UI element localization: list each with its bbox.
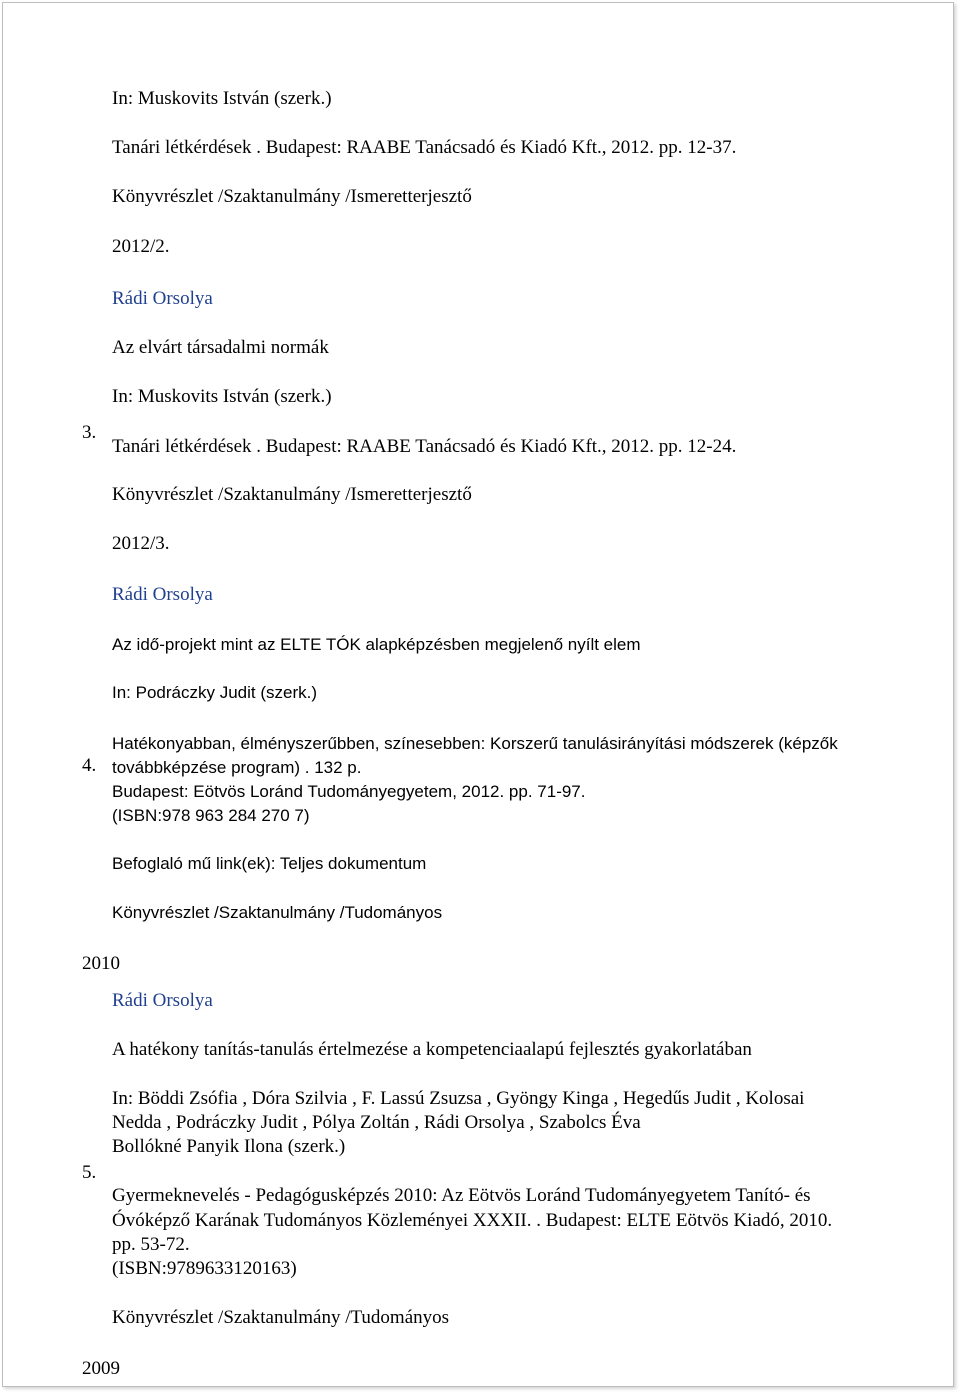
entry5-author-link[interactable]: Rádi Orsolya <box>112 990 213 1011</box>
entry3-title: Az elvárt társadalmi normák <box>112 337 329 358</box>
entry5-category: Könyvrészlet /Szaktanulmány /Tudományos <box>112 1307 450 1328</box>
entry3-source-in: In: Muskovits István (szerk.) <box>112 386 332 407</box>
entry4-category: Könyvrészlet /Szaktanulmány /Tudományos <box>112 903 443 922</box>
entry4-author-link[interactable]: Rádi Orsolya <box>112 584 213 605</box>
entry5-source-line-4: (ISBN:9789633120163) <box>112 1258 297 1279</box>
entry2-source-title: Tanári létkérdések . Budapest: RAABE Tanácsadó és Kiadó Kft., 2012. pp. 12-37. <box>112 137 737 158</box>
entry2-source-in: In: Muskovits István (szerk.) <box>112 88 332 109</box>
entry4-container-link[interactable]: Befoglaló mű link(ek): Teljes dokumentum <box>112 854 427 873</box>
entry4-id: 2012/3. <box>112 533 170 554</box>
entry5-title: A hatékony tanítás-tanulás értelmezése a kompetenciaalapú fejlesztés gyakorlatában <box>112 1039 752 1060</box>
entry4-number: 4. <box>82 755 97 776</box>
entry4-source-line-4: (ISBN:978 963 284 270 7) <box>112 806 310 825</box>
entry5-source-line-1: Gyermeknevelés - Pedagógusképzés 2010: Az Eötvös Loránd Tudományegyetem Tanító- és <box>112 1185 811 1206</box>
entry2-category: Könyvrészlet /Szaktanulmány /Ismeretterjesztő <box>112 186 472 207</box>
entry3-source-title: Tanári létkérdések . Budapest: RAABE Tanácsadó és Kiadó Kft., 2012. pp. 12-24. <box>112 436 737 457</box>
entry5-editors-line-2: Nedda , Podráczky Judit , Pólya Zoltán , Rádi Orsolya , Szabolcs Éva <box>112 1112 641 1133</box>
entry3-author-link[interactable]: Rádi Orsolya <box>112 288 213 309</box>
entry4-source-line-2: továbbképzése program) . 132 p. <box>112 758 362 777</box>
entry3-id: 2012/2. <box>112 236 170 257</box>
entry5-number: 5. <box>82 1162 97 1183</box>
entry4-source-line-1: Hatékonyabban, élményszerűbben, színesebben: Korszerű tanulásirányítási módszerek (képzők <box>112 734 838 753</box>
entry5-editors-line-1: In: Böddi Zsófia , Dóra Szilvia , F. Lassú Zsuzsa , Gyöngy Kinga , Hegedűs Judit , Kolosai <box>112 1088 805 1109</box>
entry4-source-in: In: Podráczky Judit (szerk.) <box>112 683 318 702</box>
year-heading-2010: 2010 <box>82 953 120 974</box>
entry4-source-line-3: Budapest: Eötvös Loránd Tudományegyetem, 2012. pp. 71-97. <box>112 782 586 801</box>
entry3-category: Könyvrészlet /Szaktanulmány /Ismeretterjesztő <box>112 484 472 505</box>
year-heading-2009: 2009 <box>82 1358 120 1379</box>
entry4-title: Az idő-projekt mint az ELTE TÓK alapképzésben megjelenő nyílt elem <box>112 635 641 654</box>
entry5-editors-line-3: Bollókné Panyik Ilona (szerk.) <box>112 1136 346 1157</box>
entry5-source-line-2: Óvóképző Karának Tudományos Közleményei XXXII. . Budapest: ELTE Eötvös Kiadó, 2010. <box>112 1210 833 1231</box>
entry3-number: 3. <box>82 422 97 443</box>
entry5-source-line-3: pp. 53-72. <box>112 1234 190 1255</box>
